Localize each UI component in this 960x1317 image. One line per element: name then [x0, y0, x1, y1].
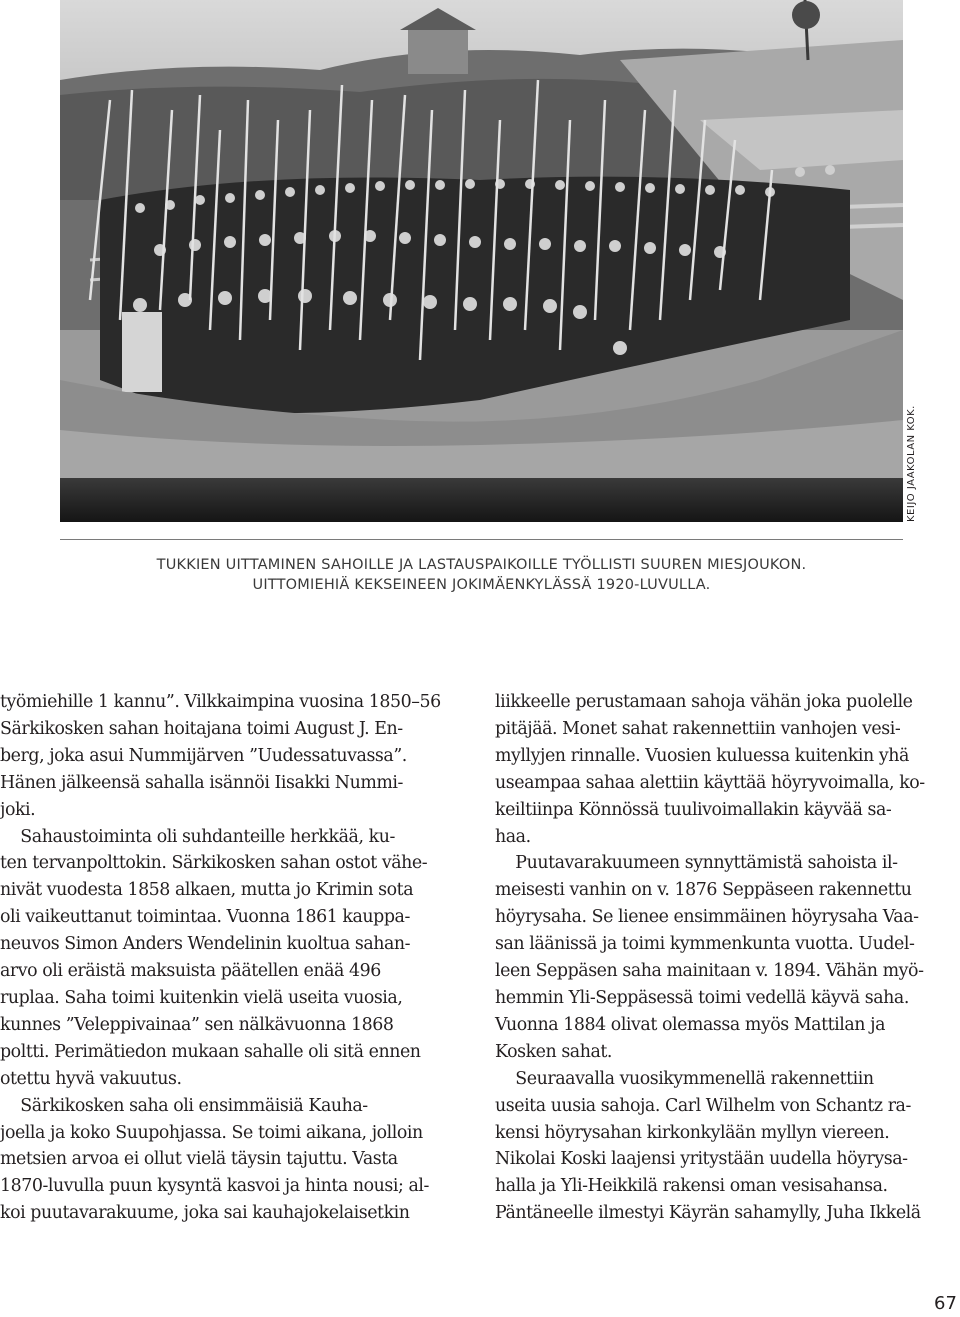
text-line: työmiehille 1 kannu”. Vilkkaimpina vuosina 1850–56	[0, 692, 441, 712]
text-line: hemmin Yli-Seppäsessä toimi vedellä käyvä saha.	[495, 987, 909, 1008]
text-line: leen Seppäsen saha mainitaan v. 1894. Vähän myö-	[495, 961, 924, 982]
text-line: Särkikosken sahan hoitajana toimi August J. En-	[0, 718, 403, 739]
text-line: koi puutavarakuume, joka sai kauhajokelaisetkin	[0, 1203, 410, 1224]
text-line: 1870-luvulla puun kysyntä kasvoi ja hinta nousi; al-	[0, 1176, 429, 1197]
historical-photo	[60, 0, 903, 522]
text-line: neuvos Simon Anders Wendelinin kuoltua sahan-	[0, 934, 411, 955]
text-line: joki.	[0, 799, 36, 820]
text-line: joella ja koko Suupohjassa. Se toimi aikana, jolloin	[0, 1122, 423, 1143]
text-line: arvo oli eräistä maksuista päätellen enää 496	[0, 961, 381, 982]
text-line: Puutavarakuumeen synnyttämistä sahoista il-	[495, 853, 898, 874]
text-line: myllyjen rinnalle. Vuosien kuluessa kuitenkin yhä	[495, 745, 909, 766]
text-line: useampaa sahaa alettiin käyttää höyryvoimalla, ko-	[495, 772, 925, 793]
text-line: poltti. Perimätiedon mukaan sahalle oli sitä ennen	[0, 1041, 421, 1062]
text-line: nivät vuodesta 1858 alkaen, mutta jo Krimin sota	[0, 880, 414, 901]
photo-caption	[60, 555, 903, 595]
text-line: haa.	[495, 826, 531, 847]
caption-line: UITTOMIEHIÄ KEKSEINEEN JOKIMÄENKYLÄSSÄ 1920-LUVULLA.	[252, 577, 711, 593]
text-line: pitäjää. Monet sahat rakennettiin vanhojen vesi-	[495, 718, 901, 739]
text-line: Seuraavalla vuosikymmenellä rakennettiin	[495, 1068, 874, 1089]
text-line: keiltiinpa Könnössä tuulivoimallakin käyvää sa-	[495, 799, 892, 820]
text-line: Hänen jälkeensä sahalla isännöi Iisakki Nummi-	[0, 772, 403, 793]
caption-line: TUKKIEN UITTAMINEN SAHOILLE JA LASTAUSPAIKOILLE TYÖLLISTI SUUREN MIESJOUKON.	[156, 557, 807, 573]
text-line: oli vaikeuttanut toimintaa. Vuonna 1861 kauppa-	[0, 907, 410, 928]
text-line: san läänissä ja toimi kymmenkunta vuotta. Uudel-	[495, 934, 915, 955]
text-column-right	[495, 689, 960, 1227]
caption-divider	[60, 539, 903, 540]
text-line: Päntäneelle ilmestyi Käyrän sahamylly, Juha Ikkelä	[495, 1203, 921, 1224]
page-number: 67	[934, 1293, 957, 1314]
photo-credit: KEIJO JAAKOLAN KOK.	[906, 405, 917, 522]
text-column-left	[0, 689, 472, 1227]
text-line: useita uusia sahoja. Carl Wilhelm von Schantz ra-	[495, 1095, 911, 1116]
text-line: meisesti vanhin on v. 1876 Seppäseen rakennettu	[495, 880, 912, 901]
text-line: Nikolai Koski laajensi yritystään uudella höyrysa-	[495, 1149, 908, 1170]
text-line: kunnes ”Veleppivainaa” sen nälkävuonna 1868	[0, 1014, 394, 1035]
text-line: höyrysaha. Se lienee ensimmäinen höyrysaha Vaa-	[495, 907, 919, 928]
text-line: Särkikosken saha oli ensimmäisiä Kauha-	[0, 1095, 368, 1116]
text-line: ten tervanpolttokin. Särkikosken sahan ostot vähe-	[0, 853, 428, 874]
text-line: metsien arvoa ei ollut vielä täysin tajuttu. Vasta	[0, 1149, 398, 1170]
text-line: Vuonna 1884 olivat olemassa myös Mattilan ja	[495, 1014, 886, 1035]
text-line: kensi höyrysahan kirkonkylään myllyn viereen.	[495, 1122, 890, 1143]
text-line: liikkeelle perustamaan sahoja vähän joka puolelle	[495, 692, 913, 712]
text-line: otettu hyvä vakuutus.	[0, 1068, 182, 1089]
text-line: halla ja Yli-Heikkilä rakensi oman vesisahansa.	[495, 1176, 888, 1197]
text-line: ruplaa. Saha toimi kuitenkin vielä useita vuosia,	[0, 987, 403, 1008]
text-line: berg, joka asui Nummijärven ”Uudessatuvassa”.	[0, 745, 407, 766]
text-line: Kosken sahat.	[495, 1041, 613, 1062]
text-line: Sahaustoiminta oli suhdanteille herkkää, ku-	[0, 826, 395, 847]
